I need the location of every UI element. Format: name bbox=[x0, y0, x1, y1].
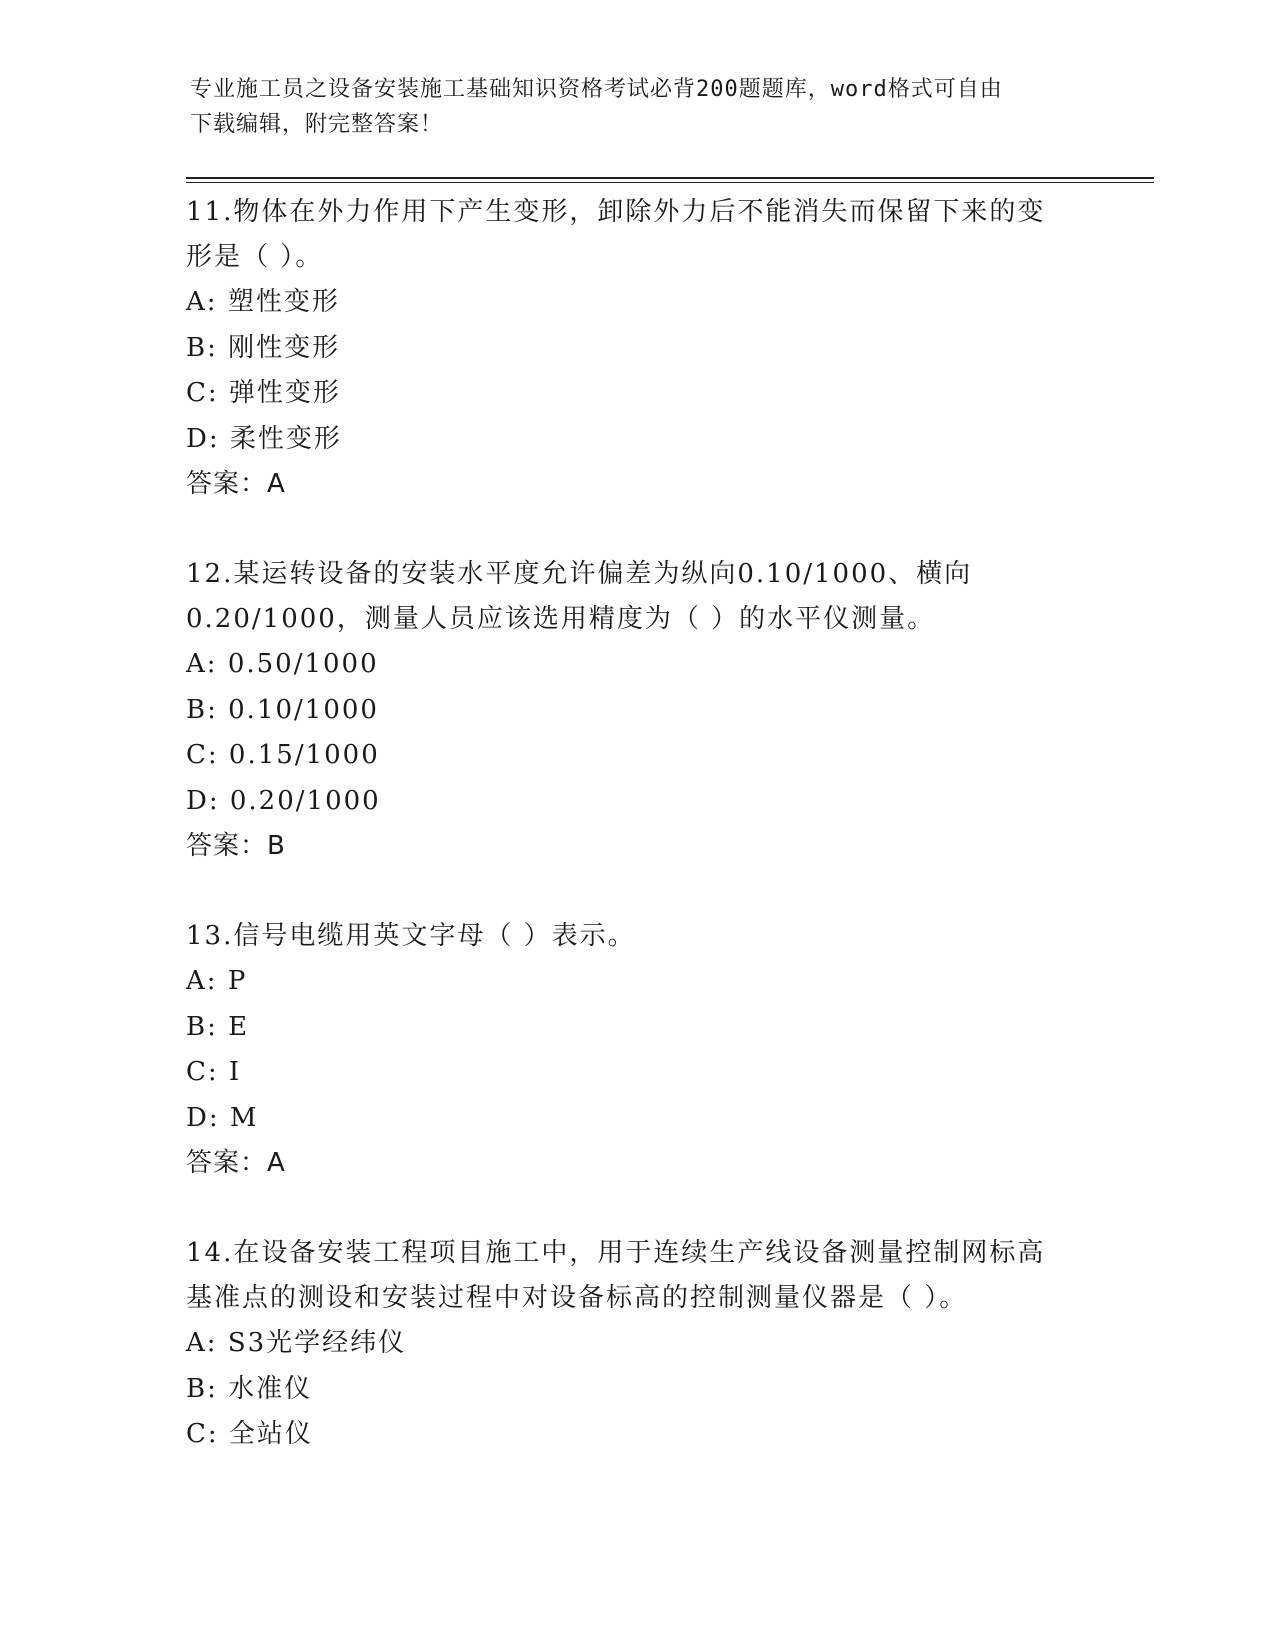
question-11 bbox=[186, 190, 1086, 507]
option-text: 0.50/1000 bbox=[227, 649, 379, 679]
option-key: B: bbox=[186, 694, 218, 725]
option-a bbox=[186, 642, 1086, 688]
option-text: I bbox=[228, 1057, 242, 1087]
option-text: 全站仪 bbox=[228, 1419, 313, 1449]
option-a bbox=[186, 280, 1086, 326]
question-spacer bbox=[186, 507, 1086, 552]
option-key: A: bbox=[186, 966, 218, 996]
option-key: A: bbox=[186, 1328, 218, 1358]
option-c bbox=[186, 371, 1086, 417]
question-stem-line-1: 11.物体在外力作用下产生变形，卸除外力后不能消失而保留下来的变 bbox=[186, 197, 1046, 227]
option-key: C: bbox=[186, 740, 219, 770]
option-text: 0.15/1000 bbox=[228, 740, 380, 770]
option-d bbox=[186, 417, 1086, 463]
option-d bbox=[186, 779, 1086, 825]
question-13 bbox=[186, 914, 1086, 1186]
option-b bbox=[186, 1367, 1086, 1413]
question-14 bbox=[186, 1231, 1086, 1458]
option-text: 0.20/1000 bbox=[229, 785, 381, 816]
question-12 bbox=[186, 552, 1086, 869]
option-text: 塑性变形 bbox=[227, 287, 340, 317]
option-c bbox=[186, 1050, 1086, 1096]
question-stem-line-1: 12.某运转设备的安装水平度允许偏差为纵向0.10/1000、横向 bbox=[186, 559, 973, 589]
header-line-1: 专业施工员之设备安装施工基础知识资格考试必背200题题库，word格式可自由 bbox=[190, 77, 1003, 102]
option-key: D: bbox=[186, 785, 220, 816]
answer-line: 答案：A bbox=[186, 469, 286, 499]
answer-line: 答案：B bbox=[186, 831, 286, 861]
option-key: B: bbox=[186, 1011, 218, 1042]
option-key: C: bbox=[186, 378, 219, 408]
header-divider-thin bbox=[186, 182, 1154, 183]
option-text: 刚性变形 bbox=[228, 332, 341, 363]
question-stem-line-2: 形是（ ）。 bbox=[186, 242, 324, 272]
option-text: 弹性变形 bbox=[228, 378, 341, 408]
question-spacer bbox=[186, 869, 1086, 914]
option-key: B: bbox=[186, 1373, 218, 1404]
option-b bbox=[186, 688, 1086, 734]
option-b bbox=[186, 1005, 1086, 1051]
question-stem-line-2: 0.20/1000，测量人员应该选用精度为（ ）的水平仪测量。 bbox=[186, 604, 936, 634]
option-text: P bbox=[227, 966, 248, 996]
option-text: M bbox=[229, 1102, 259, 1133]
option-text: 水准仪 bbox=[228, 1373, 313, 1404]
option-text: E bbox=[228, 1011, 250, 1042]
option-key: C: bbox=[186, 1057, 219, 1087]
option-text: 0.10/1000 bbox=[228, 694, 379, 725]
option-text: 柔性变形 bbox=[229, 423, 342, 454]
option-a bbox=[186, 1321, 1086, 1367]
document-header bbox=[190, 72, 1090, 142]
header-line-2: 下载编辑，附完整答案！ bbox=[190, 112, 444, 137]
option-key: A: bbox=[186, 287, 218, 317]
option-key: A: bbox=[186, 649, 218, 679]
question-list bbox=[186, 190, 1086, 1458]
option-key: B: bbox=[186, 332, 218, 363]
answer-line: 答案：A bbox=[186, 1148, 286, 1178]
header-divider-thick bbox=[186, 177, 1154, 179]
question-stem-line-2: 基准点的测设和安装过程中对设备标高的控制测量仪器是（ ）。 bbox=[186, 1283, 968, 1313]
question-stem-line-1: 14.在设备安装工程项目施工中，用于连续生产线设备测量控制网标高 bbox=[186, 1238, 1046, 1268]
option-d bbox=[186, 1096, 1086, 1142]
option-c bbox=[186, 1412, 1086, 1458]
question-stem-line-1: 13.信号电缆用英文字母（ ）表示。 bbox=[186, 921, 636, 951]
question-spacer bbox=[186, 1186, 1086, 1231]
option-key: C: bbox=[186, 1419, 219, 1449]
option-text: S3光学经纬仪 bbox=[227, 1328, 407, 1358]
option-key: D: bbox=[186, 1102, 220, 1133]
option-b bbox=[186, 326, 1086, 372]
option-c bbox=[186, 733, 1086, 779]
option-key: D: bbox=[186, 423, 220, 454]
option-a bbox=[186, 959, 1086, 1005]
